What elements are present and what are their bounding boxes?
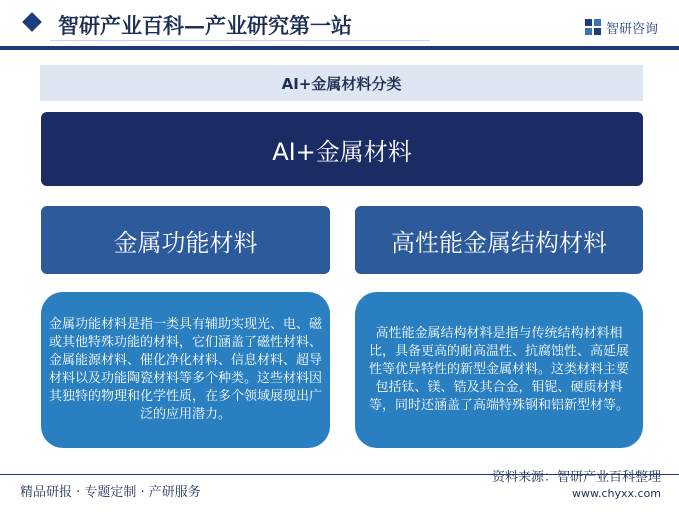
brand-logo-icon	[584, 18, 602, 36]
branch-title-structural: 高性能金属结构材料	[355, 206, 643, 274]
footer-tagline: 精品研报 · 专题定制 · 产研服务	[20, 485, 201, 500]
brand-name: 智研咨询	[606, 22, 659, 37]
branch-description-structural	[355, 292, 643, 448]
footer-url[interactable]: www.chyxx.com	[571, 487, 661, 500]
root-node: AI+金属材料	[41, 112, 643, 186]
branch-description-functional	[41, 292, 330, 448]
description-text: 金属功能材料是指一类具有辅助实现光、电、磁或其他特殊功能的材料，它们涵盖了磁性材料、金属能源材料、催化净化材料、信息材料、超导材料以及功能陶瓷材料等多个种类。这些材料因其独特的物理和化学性质，在多个领域展现出广泛的应用潜力。	[49, 317, 323, 422]
page-title: 智研产业百科—产业研究第一站	[58, 13, 352, 38]
page-header	[0, 0, 679, 50]
header-diamond-icon	[22, 12, 42, 32]
header-divider	[50, 40, 430, 41]
branch-title-functional: 金属功能材料	[41, 206, 330, 274]
diagram-title: AI+金属材料分类	[40, 65, 643, 101]
header-bar	[0, 46, 679, 50]
footer-source: 资料来源：智研产业百科整理	[491, 470, 661, 485]
description-text: 高性能金属结构材料是指与传统结构材料相比，具备更高的耐高温性、抗腐蚀性、高延展性等优异特性的新型金属材料。这类材料主要包括钛、镁、锆及其合金，钼铌、硬质材料等，同时还涵盖了高端特殊钢和铝新型材等。	[369, 326, 630, 413]
